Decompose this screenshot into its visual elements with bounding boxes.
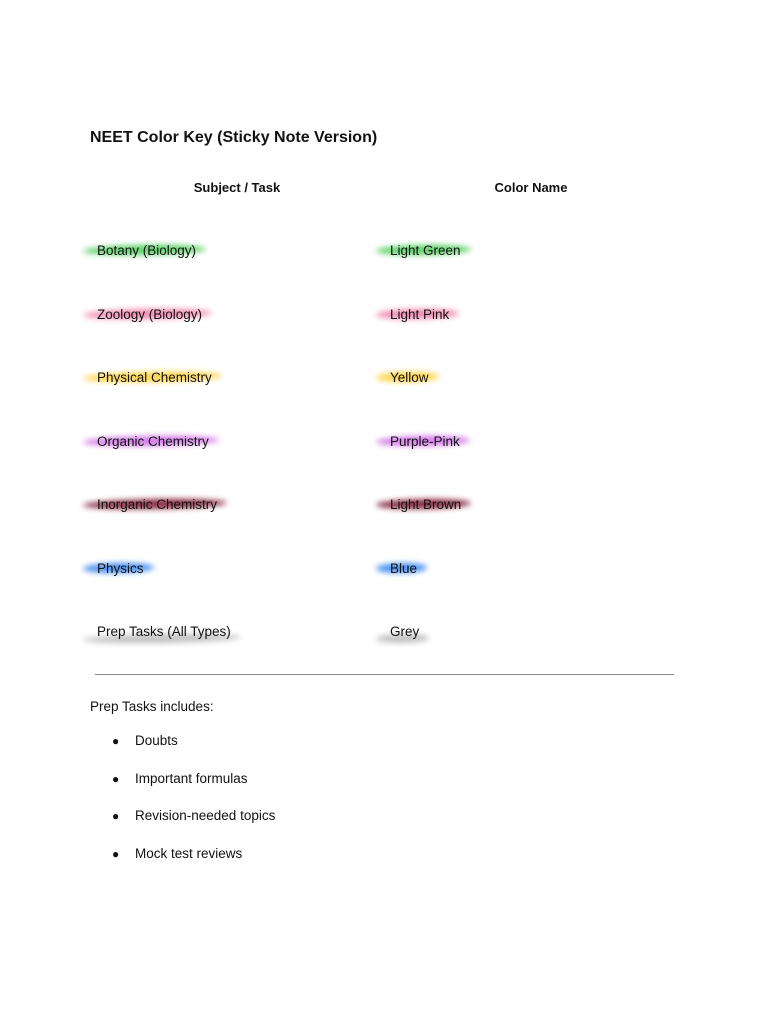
subject-cell-text: Zoology (Biology): [97, 306, 203, 322]
table-row: [0, 428, 768, 456]
table-row: [0, 555, 768, 583]
subject-cell: [97, 618, 231, 646]
bullet-icon: ●: [112, 734, 120, 748]
subject-cell-text: Physics: [97, 560, 144, 576]
color-name-cell: [390, 237, 461, 265]
color-name-cell-text: Light Pink: [390, 306, 450, 322]
list-item: [112, 767, 275, 805]
table-row: [0, 364, 768, 392]
table-row: [0, 237, 768, 265]
notes-list: [112, 729, 275, 879]
color-name-cell-text: Blue: [390, 560, 418, 576]
subject-cell: [97, 301, 202, 329]
table-row: [0, 301, 768, 329]
list-item: [112, 729, 275, 767]
list-item-text: Important formulas: [135, 770, 248, 786]
subject-cell-text: Organic Chemistry: [97, 433, 209, 449]
notes-heading: Prep Tasks includes:: [90, 699, 214, 714]
subject-cell: [97, 428, 209, 456]
color-name-cell: [390, 301, 449, 329]
bullet-icon: ●: [112, 809, 120, 823]
color-name-cell: [390, 618, 419, 646]
list-item-text: Revision-needed topics: [135, 808, 276, 823]
header-color-name: Color Name: [494, 180, 568, 195]
bullet-icon: ●: [112, 771, 120, 786]
color-name-cell-text: Light Green: [390, 243, 461, 258]
header-subject: Subject / Task: [193, 180, 281, 195]
subject-cell-text: Inorganic Chemistry: [97, 497, 218, 512]
list-item: [112, 804, 275, 842]
table-row: [0, 618, 768, 646]
bullet-icon: ●: [112, 846, 120, 861]
color-name-cell: [390, 364, 429, 392]
divider: [95, 674, 674, 675]
list-item-text: Doubts: [135, 733, 178, 748]
color-name-cell-text: Yellow: [390, 370, 429, 385]
list-item: [112, 842, 275, 880]
color-name-cell: [390, 491, 461, 519]
subject-cell: [97, 555, 144, 583]
table-row: [0, 491, 768, 519]
color-name-cell: [390, 555, 417, 583]
color-name-cell-text: Light Brown: [390, 497, 462, 512]
page-title: NEET Color Key (Sticky Note Version): [90, 129, 378, 146]
subject-cell: [97, 237, 196, 265]
list-item-text: Mock test reviews: [135, 845, 243, 861]
subject-cell: [97, 364, 212, 392]
subject-cell-text: Physical Chemistry: [97, 370, 212, 385]
color-name-cell: [390, 428, 460, 456]
subject-cell-text: Prep Tasks (All Types): [97, 624, 231, 639]
subject-cell: [97, 491, 217, 519]
color-name-cell-text: Grey: [390, 624, 420, 639]
subject-cell-text: Botany (Biology): [97, 243, 197, 258]
color-name-cell-text: Purple-Pink: [390, 433, 460, 449]
